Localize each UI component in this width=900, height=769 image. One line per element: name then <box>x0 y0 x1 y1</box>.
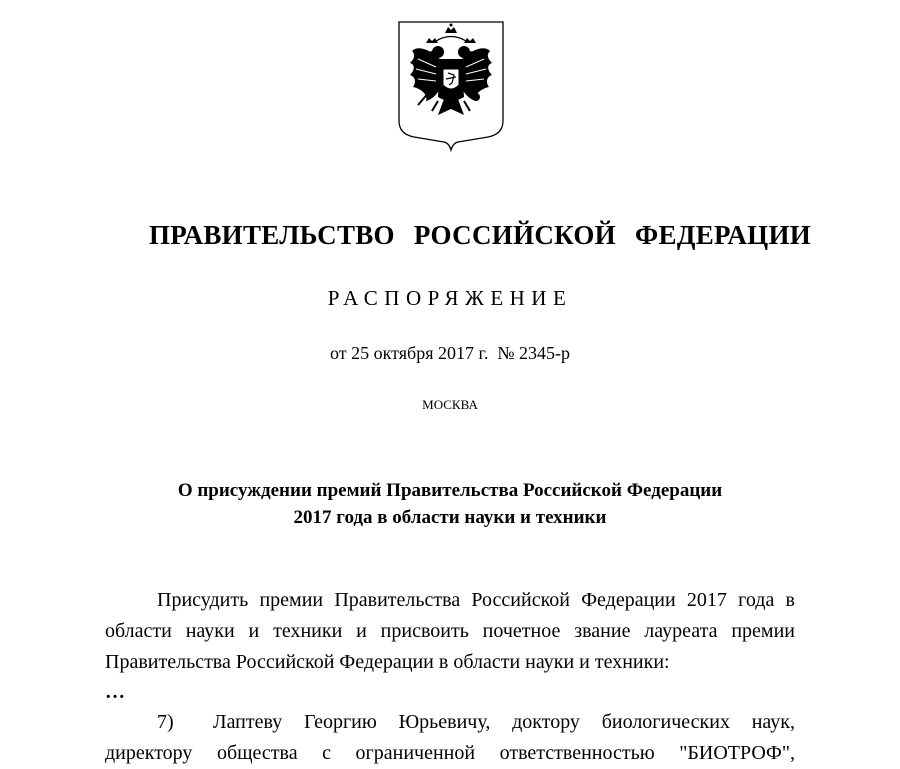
document-type: РАСПОРЯЖЕНИЕ <box>327 286 573 310</box>
document-subject <box>0 477 900 531</box>
list-item <box>105 707 795 738</box>
emblem <box>396 19 506 153</box>
government-title: ПРАВИТЕЛЬСТВО РОССИЙСКОЙ ФЕДЕРАЦИИ <box>148 220 812 250</box>
subject-line-2: 2017 года в области науки и техники <box>293 507 607 528</box>
omission-ellipsis: … <box>105 681 125 703</box>
subject-line-1: О присуждении премий Правительства Российской Федерации <box>177 480 723 501</box>
list-item-number: 7) <box>157 711 174 733</box>
document-date-number: от 25 октября 2017 г. № 2345-р <box>329 343 570 363</box>
document-body <box>105 585 795 769</box>
document-city: МОСКВА <box>422 397 478 412</box>
list-item-continuation: директору общества с ограниченной ответственностью "БИОТРОФ", <box>105 742 795 764</box>
russian-coat-of-arms-icon <box>396 19 506 153</box>
list-item-text: Лаптеву Георгию Юрьевичу, доктору биологических наук, <box>213 711 795 733</box>
body-paragraph: Присудить премии Правительства Российской Федерации 2017 года в области науки и техники и присвоить почетное звание лауреата премии Правительства Российской Федерации в области науки и техники: <box>105 589 795 673</box>
